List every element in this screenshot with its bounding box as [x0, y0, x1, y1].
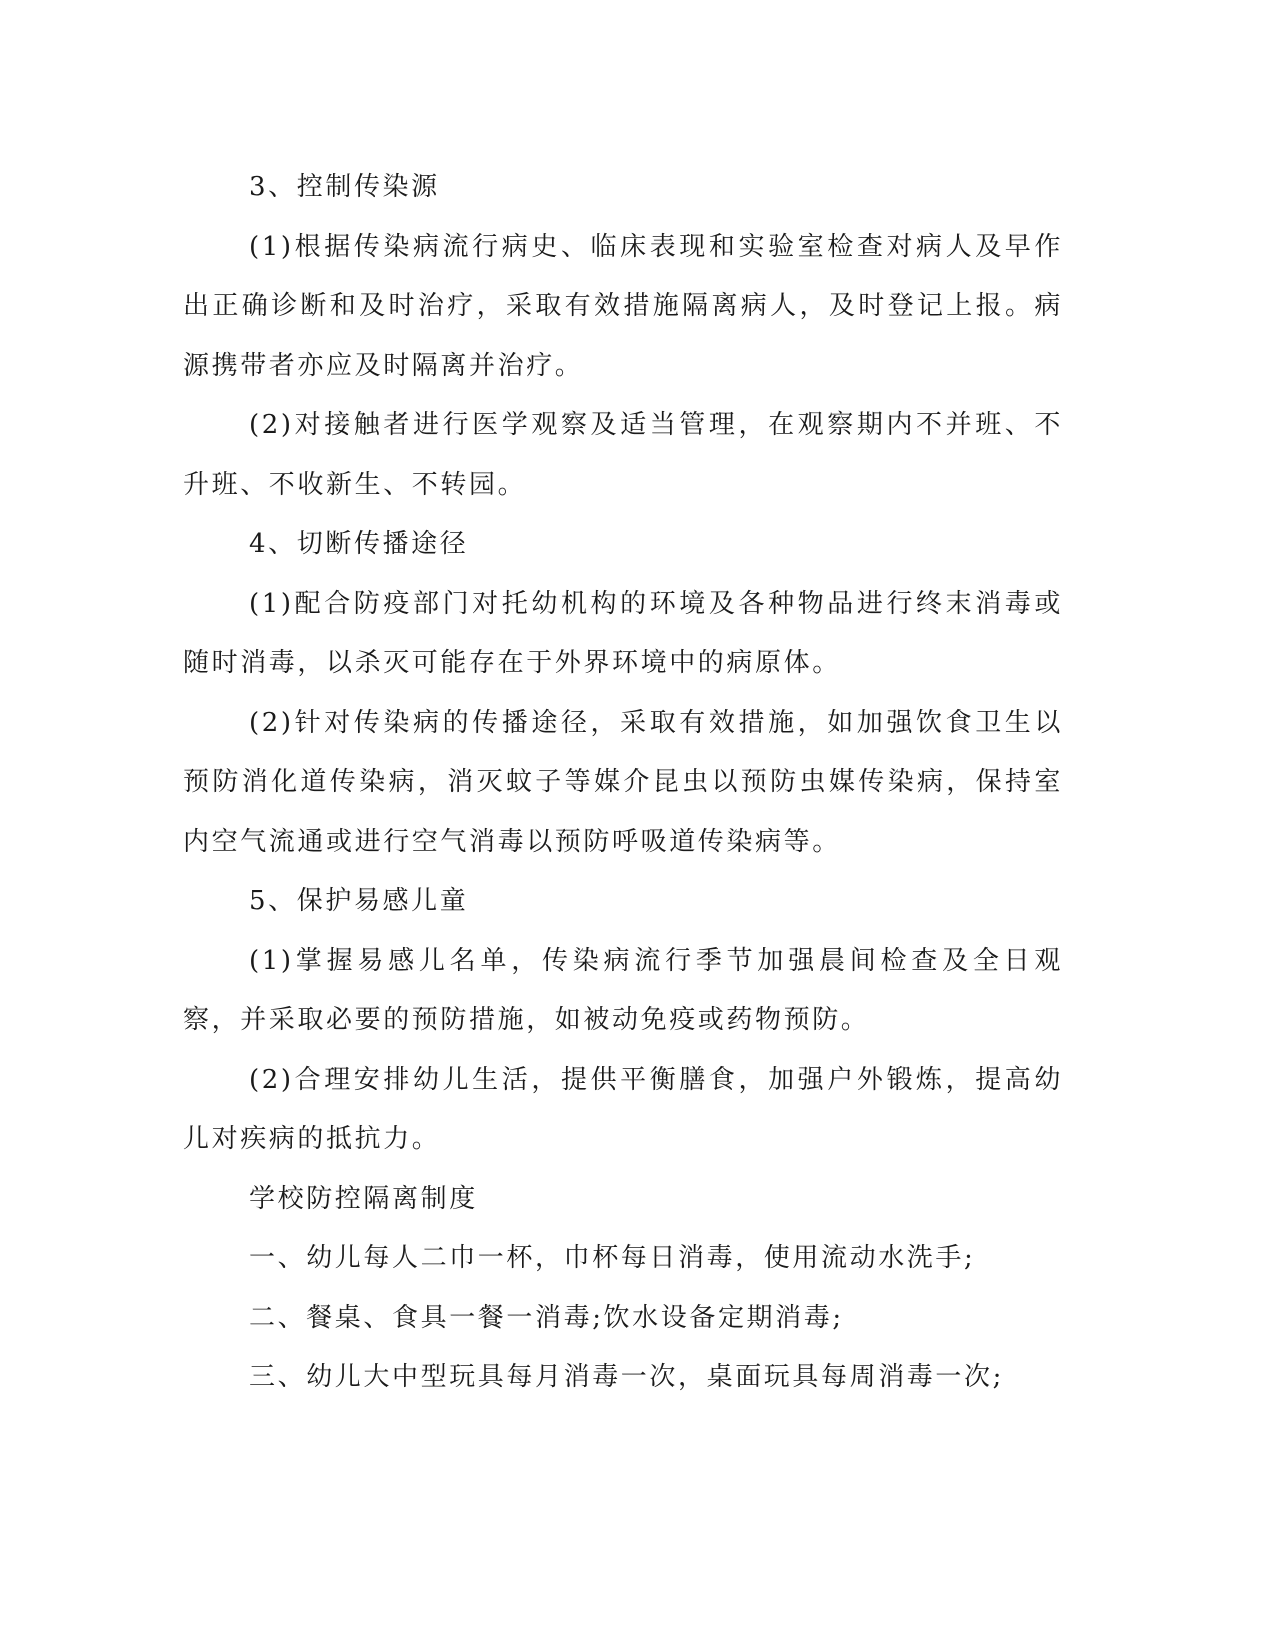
paragraph-contact-observation: (2)对接触者进行医学观察及适当管理，在观察期内不并班、不升班、不收新生、不转园。 [183, 410, 1063, 500]
paragraph-daily-life: (2)合理安排幼儿生活，提供平衡膳食，加强户外锻炼，提高幼儿对疾病的抵抗力。 [183, 1064, 1063, 1154]
document-page [183, 158, 1063, 1408]
rule-item-towel-cup: 一、幼儿每人二巾一杯，巾杯每日消毒，使用流动水洗手; [249, 1243, 976, 1273]
paragraph-transmission-measures: (2)针对传染病的传播途径，采取有效措施，如加强饮食卫生以预防消化道传染病，消灭蚊子等媒介昆虫以预防虫媒传染病，保持室内空气流通或进行空气消毒以预防呼吸道传染病等。 [183, 707, 1063, 857]
paragraph-susceptible-list: (1)掌握易感儿名单，传染病流行季节加强晨间检查及全日观察，并采取必要的预防措施，如被动免疫或药物预防。 [183, 945, 1063, 1035]
paragraph-disinfection: (1)配合防疫部门对托幼机构的环境及各种物品进行终末消毒或随时消毒，以杀灭可能存在于外界环境中的病原体。 [183, 588, 1063, 678]
paragraph-diagnosis-isolation: (1)根据传染病流行病史、临床表现和实验室检查对病人及早作出正确诊断和及时治疗，采取有效措施隔离病人，及时登记上报。病源携带者亦应及时隔离并治疗。 [183, 231, 1063, 381]
rule-item-toys: 三、幼儿大中型玩具每月消毒一次，桌面玩具每周消毒一次; [249, 1362, 1004, 1392]
section-heading-control-source: 3、控制传染源 [249, 172, 440, 202]
section-heading-cut-transmission: 4、切断传播途径 [249, 529, 469, 559]
section-heading-isolation-policy: 学校防控隔离制度 [249, 1183, 478, 1214]
rule-item-tableware: 二、餐桌、食具一餐一消毒;饮水设备定期消毒; [249, 1302, 844, 1333]
section-heading-protect-children: 5、保护易感儿童 [249, 886, 469, 916]
